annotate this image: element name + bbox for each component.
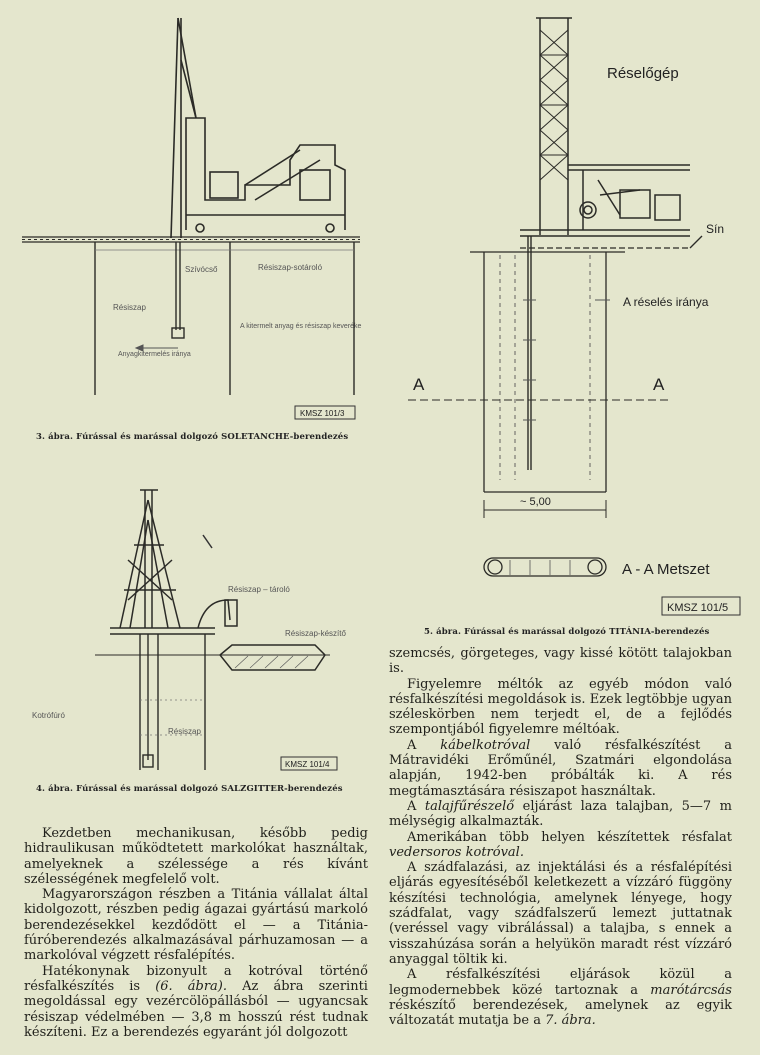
figure-5-caption-text: Fúrással és marással dolgozó TITÁNIA-berendezés <box>464 627 710 637</box>
left-paragraph-2: Magyarországon részben a Titánia vállalat által kidolgozott, részben pedig ágazai gyártású markoló berendezésekkel kezdődött el — a Titánia-fúróberendezés alkalmazásával párhuzamosan — a markolóval végzett résfalépítés. <box>24 887 368 964</box>
right-paragraph-6-b: réskészítő berendezések, amelynek az egyik változatát mutatja be a <box>389 997 732 1029</box>
right-paragraph-6-figref: 7. ábra. <box>545 1013 596 1029</box>
fig4-label-tarolo: Résiszap – tároló <box>228 585 290 594</box>
right-paragraph-4 <box>389 830 732 861</box>
left-paragraph-3-start: Hatékonynak bizonyult a kotróval történő résfalkészítés is <box>24 963 368 994</box>
left-paragraph-1: Kezdetben mechanikusan, később pedig hidraulikusan működtetett markolókat használtak, amelyeknek a szélessége a rés kívánt szélességének megfelelő volt. <box>24 826 368 887</box>
fig5-label-a-left: A <box>413 375 425 394</box>
figure-5-caption-num: 5. ábra. <box>424 627 462 637</box>
right-paragraph-3 <box>389 799 732 830</box>
right-paragraph-3-pre: A <box>407 798 417 814</box>
figure-4-caption-num: 4. ábra. <box>36 784 74 794</box>
right-paragraph-6-a: A résfalkészítési eljárások közül a legmodernebbek közé tartoznak a <box>389 967 732 998</box>
right-paragraph-5: A szádfalazási, az injektálási és a résfalépítési eljárás egyesítéséből keletkezett a vízzáró függöny készítési technológia, amelynek lényege, hogy szádfalat, vagy szádfalszerű lemezt juttatnak (veréssel vagy vibrálással) a talajba, s ennek a visszahúzása során a helyükön maradt rést vízzáró anyaggal töltik ki. <box>389 860 732 967</box>
right-paragraph-4-em: vedersoros kotróval. <box>389 844 524 860</box>
fig4-label-keszito: Résiszap-készítő <box>285 629 346 638</box>
right-paragraph-2-pre: A <box>407 737 417 753</box>
fig3-label-anyagkitermeles: Anyagkitermelés iránya <box>118 351 191 358</box>
fig5-label-dim: ~ 5,00 <box>520 496 551 508</box>
right-paragraph-3-em: talajfűrészelő <box>424 798 515 814</box>
left-paragraph-3-figref: (6. ábra). <box>155 978 228 994</box>
figure-3-caption-num: 3. ábra. <box>36 432 74 442</box>
right-paragraph-0: szemcsés, görgeteges, vagy kissé kötött talajokban is. <box>389 646 732 677</box>
fig4-code: KMSZ 101/4 <box>285 760 330 769</box>
figure-5-caption <box>424 627 709 637</box>
fig3-code: KMSZ 101/3 <box>300 409 345 418</box>
fig4-label-resiszap: Résiszap <box>168 727 201 736</box>
fig5-label-sin: Sín <box>706 222 725 236</box>
fig5-label-reselogep: Réselőgép <box>607 65 679 82</box>
fig5-label-a-right: A <box>653 375 665 394</box>
right-paragraph-2-post: való résfalkészítést a Mátravidéki Erőműnél, Szatmári elgondolása alapján, 1942-ben próbálták ki. A rés megtámasztására résiszapot használtak. <box>389 737 732 799</box>
left-paragraph-3 <box>24 964 368 1040</box>
right-paragraph-2 <box>389 738 732 799</box>
fig4-label-kotrofuro: Kotrófúró <box>32 711 65 720</box>
fig3-label-szivocso: Szívócső <box>185 265 218 274</box>
fig5-label-irany: A réselés iránya <box>623 295 709 309</box>
fig3-label-tarolo: Résiszap-sotároló <box>258 263 323 272</box>
figure-4-caption-text: Fúrással és marással dolgozó SALZGITTER-berendezés <box>76 784 343 794</box>
left-paragraph-3-end: Az ábra szerinti megoldással egy vezércölöpállásból — ugyancsak résiszap védelmében — 3,8 m hosszú rést tudnak készíteni. Ez a berendezés egyaránt jól dolgozott <box>24 978 368 1040</box>
figure-3-caption-text: Fúrással és marással dolgozó SOLETANCHE-berendezés <box>76 432 349 442</box>
right-text-column <box>389 646 732 1028</box>
fig5-label-metszet: A - A Metszet <box>622 561 710 578</box>
fig3-label-kitermelt: A kitermelt anyag és résiszap keveréke <box>240 323 362 330</box>
fig5-code: KMSZ 101/5 <box>667 602 729 614</box>
right-paragraph-3-post: eljárást laza talajban, 5—7 m mélységig alkalmazták. <box>389 798 733 830</box>
right-paragraph-6-em: marótárcsás <box>650 982 732 998</box>
fig3-label-resiszap: Résiszap <box>113 303 146 312</box>
right-paragraph-6 <box>389 967 732 1028</box>
right-paragraph-1: Figyelemre méltók az egyéb módon való résfalkészítési megoldások is. Ezek legtöbbje ugyan széleskörben nem terjedt el, de a fejlődés szempontjából figyelemre méltóak. <box>389 676 732 738</box>
left-text-column <box>24 826 368 1040</box>
right-paragraph-2-em: kábelkotróval <box>440 737 531 753</box>
right-paragraph-4-text: Amerikában több helyen készítettek résfalat <box>407 829 732 845</box>
